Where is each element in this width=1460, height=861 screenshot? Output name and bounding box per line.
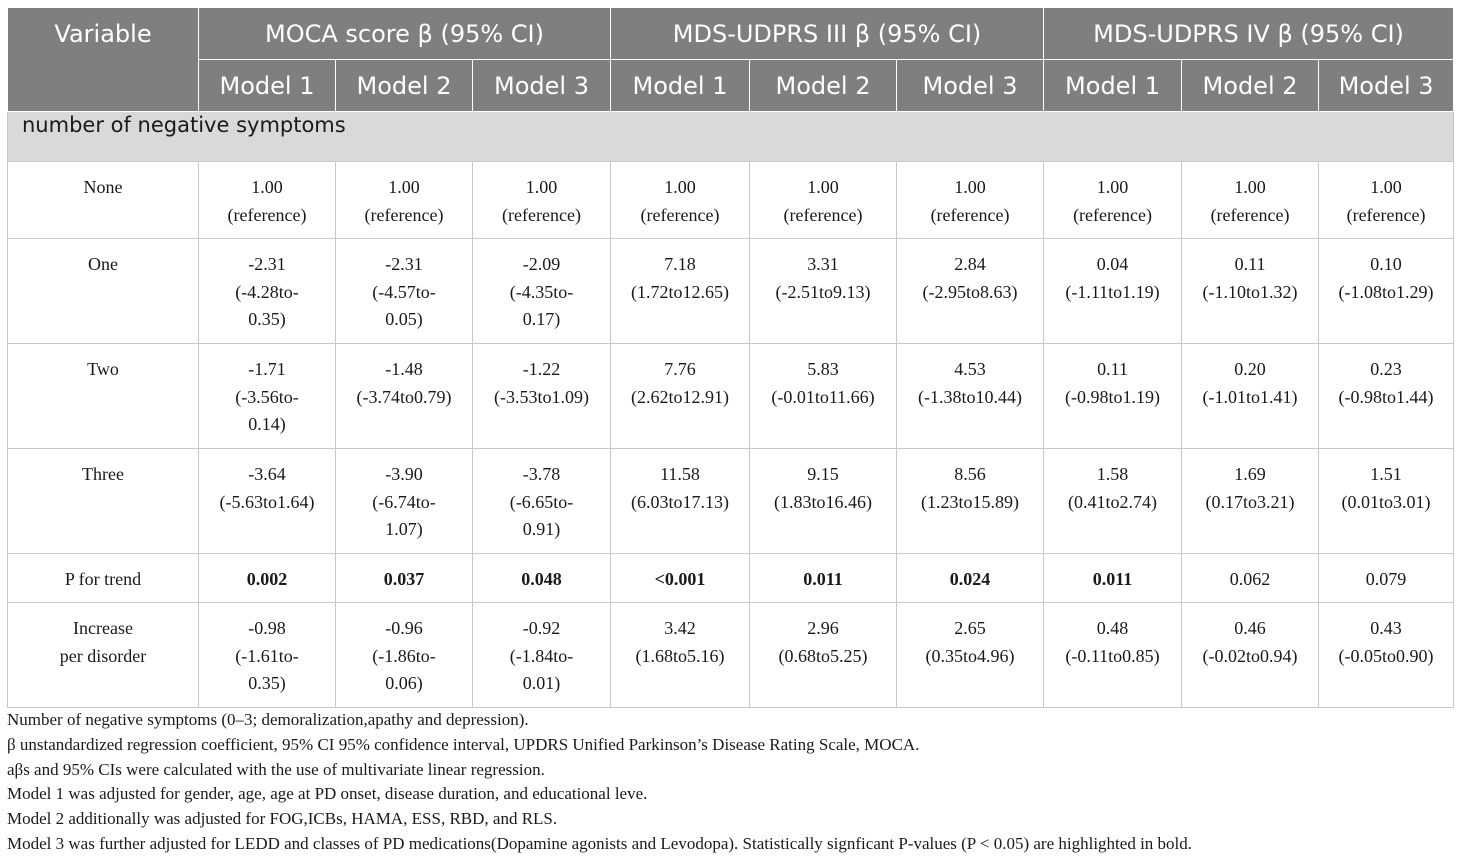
table-cell: 2.84 (-2.95to8.63) [897,239,1044,344]
table-cell: 11.58 (6.03to17.13) [611,449,750,554]
table-cell: 8.56 (1.23to15.89) [897,449,1044,554]
model-header: Model 2 [750,60,897,112]
table-cell: -0.98 (-1.61to- 0.35) [199,603,336,708]
row-label: Three [8,449,199,554]
model-header: Model 3 [473,60,611,112]
mds-updrs-iii-header: MDS-UDPRS III β (95% CI) [611,8,1044,60]
table-cell: -1.71 (-3.56to- 0.14) [199,344,336,449]
table-cell: 0.079 [1319,554,1454,603]
table-cell: 5.83 (-0.01to11.66) [750,344,897,449]
table-cell: -2.31 (-4.28to- 0.35) [199,239,336,344]
table-cell: 0.024 [897,554,1044,603]
table-cell: 0.04 (-1.11to1.19) [1044,239,1182,344]
table-cell: 1.00 (reference) [1044,162,1182,239]
table-cell: 7.18 (1.72to12.65) [611,239,750,344]
table-row [8,449,1454,554]
model-header: Model 2 [336,60,473,112]
table-cell: 0.011 [750,554,897,603]
table-cell: 1.00 (reference) [750,162,897,239]
table-cell: 1.00 (reference) [473,162,611,239]
model-header: Model 3 [1319,60,1454,112]
model-header-row [8,60,1454,112]
table-cell: 1.00 (reference) [897,162,1044,239]
table-cell: 0.48 (-0.11to0.85) [1044,603,1182,708]
table-cell: 0.011 [1044,554,1182,603]
table-cell: 0.10 (-1.08to1.29) [1319,239,1454,344]
table-cell: 1.00 (reference) [611,162,750,239]
footnote-line: Model 2 additionally was adjusted for FOG,ICBs, HAMA, ESS, RBD, and RLS. [7,809,558,829]
table-cell: 0.20 (-1.01to1.41) [1182,344,1319,449]
table-cell: 1.00 (reference) [1319,162,1454,239]
table-cell: 1.00 (reference) [1182,162,1319,239]
table-cell: 4.53 (-1.38to10.44) [897,344,1044,449]
table-cell: 1.00 (reference) [336,162,473,239]
footnote-line: Model 3 was further adjusted for LEDD and classes of PD medications(Dopamine agonists and Levodopa). Statistically signficant P-values (P < 0.05) are highlighted in bold. [7,833,1193,853]
row-label: Increase per disorder [8,603,199,708]
table-cell: 0.11 (-1.10to1.32) [1182,239,1319,344]
table-cell: 1.51 (0.01to3.01) [1319,449,1454,554]
model-header: Model 2 [1182,60,1319,112]
table-cell: 0.23 (-0.98to1.44) [1319,344,1454,449]
table-cell: <0.001 [611,554,750,603]
model-header: Model 3 [897,60,1044,112]
table-cell: 1.00 (reference) [199,162,336,239]
table-cell: 0.062 [1182,554,1319,603]
table-row [8,554,1454,603]
model-header: Model 1 [611,60,750,112]
row-label: One [8,239,199,344]
table-cell: 0.002 [199,554,336,603]
table-row [8,162,1454,239]
mds-updrs-iv-header: MDS-UDPRS IV β (95% CI) [1044,8,1454,60]
table-cell: -2.09 (-4.35to- 0.17) [473,239,611,344]
table-cell: 0.11 (-0.98to1.19) [1044,344,1182,449]
section-row [8,112,1454,162]
model-header: Model 1 [199,60,336,112]
table-cell: 2.65 (0.35to4.96) [897,603,1044,708]
table-cell: -3.78 (-6.65to- 0.91) [473,449,611,554]
footnote-line: aβs and 95% CIs were calculated with the use of multivariate linear regression. [7,759,545,779]
table-cell: -2.31 (-4.57to- 0.05) [336,239,473,344]
table-cell: 7.76 (2.62to12.91) [611,344,750,449]
table-cell: 0.037 [336,554,473,603]
footnote-line: Number of negative symptoms (0–3; demoralization,apathy and depression). [7,710,529,729]
model-header: Model 1 [1044,60,1182,112]
footnote-line: Model 1 was adjusted for gender, age, age at PD onset, disease duration, and educational leve. [7,784,648,804]
table-row [8,239,1454,344]
row-label: P for trend [8,554,199,603]
header-group-row [8,8,1454,60]
table-cell: 0.46 (-0.02to0.94) [1182,603,1319,708]
table-cell: 3.42 (1.68to5.16) [611,603,750,708]
results-table-container [7,7,1453,708]
footnote-line: β unstandardized regression coefficient, 95% CI 95% confidence interval, UPDRS Unified Parkinson’s Disease Rating Scale, MOCA. [7,734,920,754]
table-cell: 1.69 (0.17to3.21) [1182,449,1319,554]
table-cell: 0.43 (-0.05to0.90) [1319,603,1454,708]
table-cell: -0.92 (-1.84to- 0.01) [473,603,611,708]
table-cell: -1.48 (-3.74to0.79) [336,344,473,449]
table-cell: -1.22 (-3.53to1.09) [473,344,611,449]
variable-header: Variable [8,8,199,112]
table-cell: -3.90 (-6.74to- 1.07) [336,449,473,554]
section-label: number of negative symptoms [8,112,1454,162]
table-cell: 3.31 (-2.51to9.13) [750,239,897,344]
table-footnotes [7,708,1447,857]
moca-header: MOCA score β (95% CI) [199,8,611,60]
table-row [8,344,1454,449]
table-row [8,603,1454,708]
table-cell: -0.96 (-1.86to- 0.06) [336,603,473,708]
table-cell: -3.64 (-5.63to1.64) [199,449,336,554]
table-cell: 0.048 [473,554,611,603]
table-cell: 1.58 (0.41to2.74) [1044,449,1182,554]
table-cell: 2.96 (0.68to5.25) [750,603,897,708]
table-cell: 9.15 (1.83to16.46) [750,449,897,554]
row-label: None [8,162,199,239]
regression-results-table [7,7,1454,708]
row-label: Two [8,344,199,449]
